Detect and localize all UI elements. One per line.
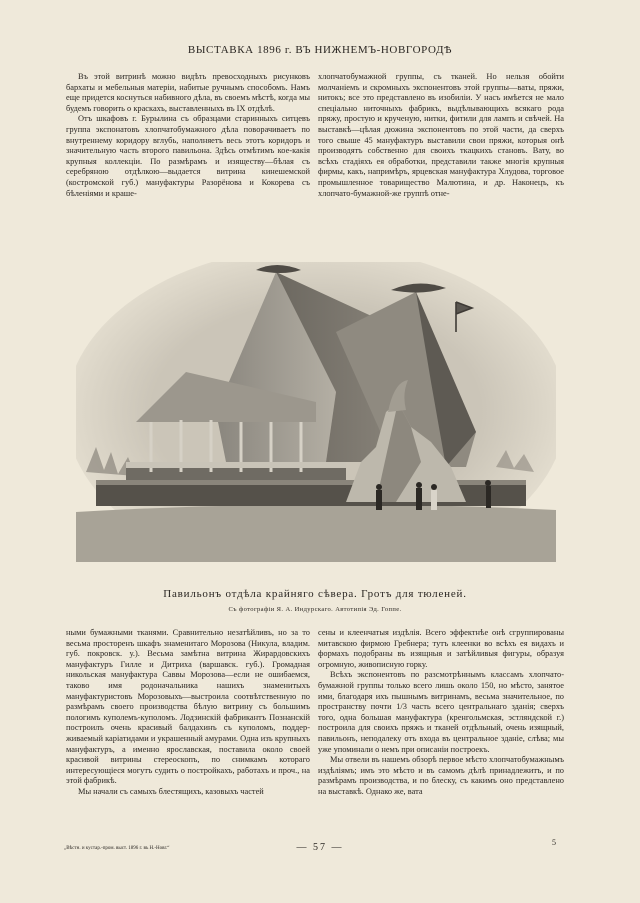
platform-top <box>96 480 526 485</box>
running-title: ВЫСТАВКА 1896 г. ВЪ НИЖНЕМЪ-НОВГОРОДѢ <box>187 44 453 56</box>
paragraph: Мы отвели въ нашемъ обзорѣ первое мѣсто хлопчатобумажнымъ издѣліямъ; имъ это мѣсто и въ самомъ дѣлѣ принадлежитъ, и по размѣрамъ производства, и по блеску, съ какимъ оно представлено на выставкѣ. Однако же, вата <box>318 755 564 796</box>
signature-mark: 5 <box>552 838 556 847</box>
veranda-railing <box>126 462 346 468</box>
pavilion-photo <box>76 262 556 562</box>
figure-credit: Съ фотографіи Я. А. Индурскаго. Автотипія Эд. Гоппе. <box>228 606 402 613</box>
footnote: „Вѣстн. и кустар.-пром. выст. 1896 г. въ Н.-Новг.“ <box>64 846 170 851</box>
column-top-left <box>66 72 310 199</box>
paragraph: Всѣхъ экспонентовъ по разсмотрѣннымъ классамъ хлопчато-бумажной группы только всего лишь около 150, но мѣсто, занятое ими, благодаря ихъ пышнымъ витринамъ, весьма значительное, по пространству почти 1/3 часть всего центральнаго зданія; сверхъ того, одна большая мануфактура (кренгольмская, эстляндской г.) построила для своихъ пряжъ и тканей отдѣльный, очень изящный, павильонъ, неподалеку отъ входа въ центральное зданіе, слѣва; мы уже упоминали о немъ при описаніи построекъ. <box>318 670 564 754</box>
ground <box>76 504 556 562</box>
figure-caption: Павильонъ отдѣла крайняго сѣвера. Гротъ для тюленей. <box>163 588 467 600</box>
paragraph: сены и клеенчатыя издѣлія. Всего эффектнѣе онѣ сгруппированы митавскою фирмою Гребнера; тутъ клеенки во всѣхъ ея видахъ и формахъ подобраны въ изящныя и затѣйливыя фигуры, образуя огромную, живописную горку. <box>318 628 564 669</box>
paragraph: Отъ шкафовъ г. Бурылина съ образцами старинныхъ ситцевъ группа экспонатовъ хлопчатобумажного дѣла поворачиваетъ по внутреннему коридору вглубь, наполняетъ весь этотъ коридоръ и значительную часть второго павильона. Здѣсь отмѣтимъ кое-какія крупныя коллекціи. По размѣрамъ и изяществу—бѣлая съ серебряною отдѣлкою—выдается витрина кинешемской (костромской губ.) мануфактуры Разорёнова и Кокорева съ бѣленіями и краше- <box>66 114 310 198</box>
paragraph: ными бумажными тканями. Сравнительно незатѣйливъ, но за то весьма просторенъ шкафъ знаменитаго Морозова (Никула, владим. губ. покровск. у.). Весьма замѣтна витрина Жирардовскихъ мануфактуръ Гилле и Дитриха (варшавск. губ.). Громадная никольская мануфактура Саввы Морозова—если не ошибаемся, таково имя родоначальника нашихъ знаменитыхъ мануфактуристовъ Морозовыхъ—выстроила соотвѣтственную по размѣрамъ своего производства бѣлую витрину съ большимъ пологимъ куполемъ-куполомъ. Лодзинскій фабрикантъ Познанскій построилъ очень красивый балдахинъ съ куполомъ, поддерживаемый каріатидами и украшенный амурами. Одна изъ крупныхъ мануфактуръ, а именно ярославская, поставила около своей красивой витрины стереоскопъ, по снимкамъ котораго интересующіеся могутъ судить о постройкахъ, работахъ и проч., на этой фабрикѣ. <box>66 628 310 786</box>
column-top-right <box>318 72 564 199</box>
column-bottom-right <box>318 628 564 798</box>
paragraph: Мы начали съ самыхъ блестящихъ, казовыхъ частей <box>78 786 264 796</box>
paragraph: Въ этой витринѣ можно видѣть превосходныхъ рисунковъ бархаты и мебельныя матеріи, набитые ручнымъ способомъ. Намъ еще придется коснуться набивного дѣла, въ своемъ мѣстѣ, когда мы будемъ говорить о краскахъ, выставленныхъ въ IX отдѣлѣ. <box>66 72 310 113</box>
column-bottom-left <box>66 628 310 798</box>
paragraph: хлопчатобумажной группы, съ тканей. Но нельзя обойти молчаніемъ и скромныхъ экспонентовъ этой группы—ваты, пряжи, нитокъ; все это представлено въ изобиліи. У насъ имѣется не мало спеціально ниточныхъ фабрикъ, выдѣлывающихъ всякаго рода пряжу, простую и крученую, нитки, фитили для лампъ и свѣчей. На выставкѣ—цѣлая дюжина экспонентовъ по этой части, да сверхъ того свыше 45 мануфактуръ выставили свои пряжи, которыя онѣ производятъ собственно для своихъ ткацкихъ становъ. Вату, во всѣхъ стадіяхъ ея обработки, представили также многія крупныя фирмы, какъ, напримѣръ, ярцевская мануфактура Хлудова, торговое промышленное товарищество Малютина, и др. Наконецъ, къ хлопчато-бумажной-же группѣ отне- <box>318 72 564 198</box>
page-number: — 57 — <box>296 842 344 853</box>
